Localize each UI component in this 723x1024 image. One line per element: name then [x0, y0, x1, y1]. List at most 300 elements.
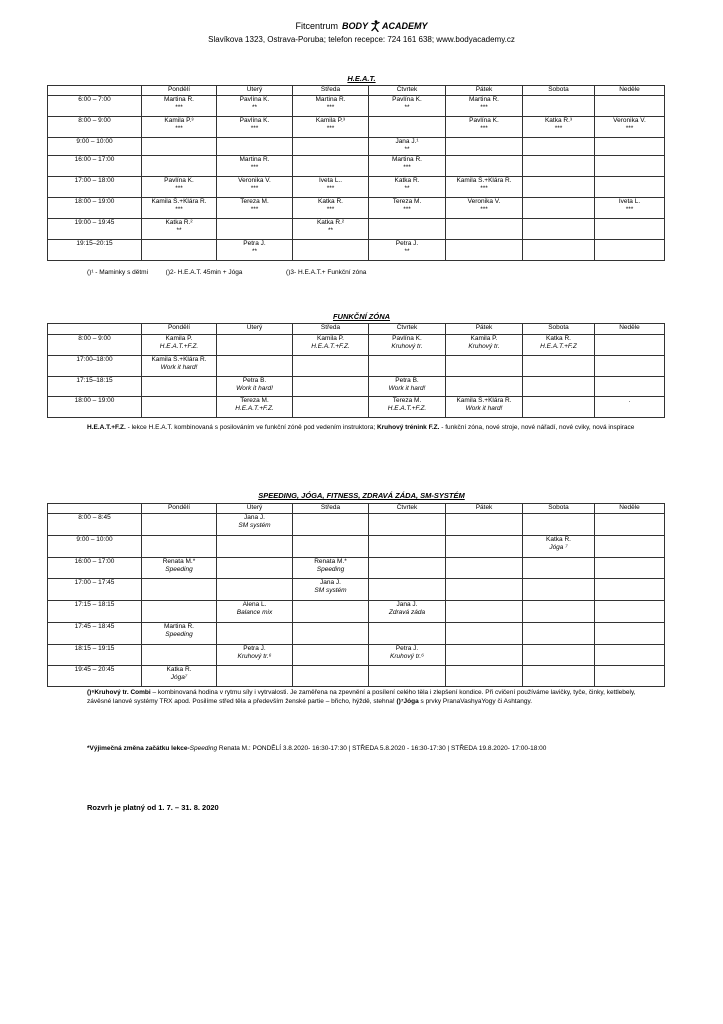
class-detail: ** — [251, 103, 258, 111]
class-cell — [142, 666, 217, 687]
class-cell — [595, 177, 665, 198]
time-cell: 17:00–18:00 — [48, 356, 142, 377]
heat-title: H.E.A.T. — [347, 74, 376, 83]
time-cell: 9:00 – 10:00 — [48, 138, 142, 156]
instructor-name: Katka R. — [546, 335, 571, 342]
class-detail: H.E.A.T.+F.Z. — [235, 404, 274, 412]
day-header: Pátek — [446, 86, 523, 96]
time-cell: 8:00 – 9:00 — [48, 117, 142, 138]
class-cell — [217, 96, 293, 117]
day-header: Sobota — [523, 324, 595, 335]
class-detail: Speeding — [165, 565, 193, 573]
sp-change-bold: *Výjimečná změna začátku lekce- — [87, 745, 190, 752]
class-cell — [369, 666, 446, 687]
class-cell — [446, 623, 523, 645]
table-row — [48, 623, 665, 645]
table-row — [48, 377, 665, 397]
class-detail: ** — [404, 247, 410, 255]
instructor-name: Kamila Š.+Klára R. — [456, 177, 512, 184]
class-cell — [217, 536, 293, 558]
class-detail: *** — [250, 124, 259, 132]
class-cell — [446, 666, 523, 687]
class-cell — [523, 198, 595, 219]
class-cell — [523, 623, 595, 645]
class-cell — [595, 219, 665, 240]
class-cell — [446, 198, 523, 219]
fz-note-bold-1: H.E.A.T.+F.Z. — [87, 424, 126, 431]
class-cell — [446, 536, 523, 558]
table-row — [48, 219, 665, 240]
class-cell — [217, 377, 293, 397]
instructor-name: Kamila P. — [317, 335, 344, 342]
class-detail: *** — [175, 184, 183, 192]
class-cell — [446, 240, 523, 261]
fz-note-text-2: - funkční zóna, nové stroje, nové nářadí, nové cviky, nová inspirace — [441, 424, 635, 431]
class-cell — [293, 579, 369, 601]
time-cell: 16:00 – 17:00 — [48, 156, 142, 177]
class-detail: ** — [176, 226, 182, 234]
class-detail: *** — [403, 205, 411, 213]
class-cell — [369, 156, 446, 177]
class-cell — [293, 198, 369, 219]
instructor-name: Martina R. — [392, 156, 422, 163]
fz-title: FUNKČNÍ ZÓNA — [332, 312, 391, 321]
instructor-name: Katka R.³ — [544, 117, 573, 124]
instructor-name: Jana J.¹ — [395, 138, 419, 145]
class-cell — [217, 219, 293, 240]
table-row — [48, 240, 665, 261]
class-cell — [595, 601, 665, 623]
table-row — [48, 579, 665, 601]
class-cell — [523, 536, 595, 558]
class-detail: *** — [625, 205, 634, 213]
day-header: Úterý — [217, 324, 293, 335]
header-title-line — [0, 20, 723, 32]
class-detail: *** — [326, 205, 335, 213]
time-cell: 9:00 – 10:00 — [48, 536, 142, 558]
class-cell — [595, 96, 665, 117]
class-cell — [523, 117, 595, 138]
class-cell — [293, 177, 369, 198]
class-cell — [446, 645, 523, 666]
class-detail: *** — [480, 184, 488, 192]
time-cell: 19:45 – 20:45 — [48, 666, 142, 687]
day-header: Neděle — [595, 504, 665, 514]
class-detail: H.E.A.T.+F.Z — [540, 342, 577, 350]
class-cell — [142, 623, 217, 645]
time-cell: 16:00 – 17:00 — [48, 558, 142, 579]
class-detail: ** — [327, 226, 334, 234]
instructor-name: Pavlína K. — [392, 335, 422, 342]
day-header: Neděle — [595, 324, 665, 335]
class-cell — [369, 536, 446, 558]
day-header: Pátek — [446, 504, 523, 514]
class-cell — [595, 397, 665, 418]
class-cell — [293, 96, 369, 117]
instructor-name: Petra J. — [395, 240, 419, 247]
class-cell — [217, 177, 293, 198]
time-cell: 18:00 – 19:00 — [48, 198, 142, 219]
class-cell — [369, 138, 446, 156]
class-detail: ** — [404, 184, 410, 192]
class-cell — [446, 156, 523, 177]
instructor-name: Kamila Š.+Klára R. — [456, 397, 512, 404]
fz-note-bold-2: Kruhový trénink F.Z. — [376, 424, 440, 431]
class-cell — [369, 117, 446, 138]
day-header: Neděle — [595, 86, 665, 96]
class-detail: Speeding — [316, 565, 345, 573]
table-row — [48, 536, 665, 558]
header-row — [48, 324, 665, 335]
class-cell — [369, 96, 446, 117]
class-cell — [446, 96, 523, 117]
instructor-name: Iveta L. — [618, 198, 641, 205]
class-detail: Zdravá záda — [388, 608, 426, 616]
class-cell — [142, 117, 217, 138]
class-cell — [446, 579, 523, 601]
instructor-name: Veronika V. — [613, 117, 646, 124]
instructor-name: Veronika V. — [467, 198, 501, 205]
instructor-name: Alena L. — [242, 601, 267, 608]
class-cell — [293, 335, 369, 356]
class-cell — [523, 219, 595, 240]
class-cell — [595, 335, 665, 356]
class-cell — [217, 623, 293, 645]
class-cell — [293, 601, 369, 623]
class-cell — [142, 514, 217, 536]
fz-table — [47, 323, 665, 418]
table-row — [48, 117, 665, 138]
header-row — [48, 86, 665, 96]
class-detail: Kruhový tr.⁶ — [237, 652, 272, 660]
instructor-name: Tereza M. — [392, 397, 422, 404]
class-cell — [293, 377, 369, 397]
class-cell — [595, 138, 665, 156]
class-cell — [523, 156, 595, 177]
class-cell — [142, 335, 217, 356]
class-detail: Speeding — [165, 630, 193, 638]
day-header: Pondělí — [142, 324, 217, 335]
day-header: Pátek — [446, 324, 523, 335]
class-cell — [595, 623, 665, 645]
instructor-name: Jana J. — [244, 514, 265, 521]
class-cell — [446, 138, 523, 156]
time-cell: 18:00 – 19:00 — [48, 397, 142, 418]
class-cell — [595, 645, 665, 666]
instructor-name: Katka R. — [166, 666, 192, 673]
class-cell — [446, 117, 523, 138]
corner-cell — [48, 86, 142, 96]
class-cell — [142, 601, 217, 623]
table-row — [48, 156, 665, 177]
class-cell — [217, 117, 293, 138]
instructor-name: Martina R. — [164, 623, 194, 630]
class-detail: *** — [403, 163, 411, 171]
instructor-name: Pavlína K. — [469, 117, 499, 124]
class-cell — [293, 219, 369, 240]
instructor-name: Katka R. — [318, 198, 343, 205]
sp-title: SPEEDING, JÓGA, FITNESS, ZDRAVÁ ZÁDA, SM-SYSTÉM — [258, 491, 465, 500]
instructor-name: Petra B. — [242, 377, 267, 384]
heat-legend-2: ()2- H.E.A.T. 45min + Jóga — [165, 269, 243, 276]
table-row — [48, 198, 665, 219]
corner-cell — [48, 324, 142, 335]
time-cell: 8:00 – 9:00 — [48, 335, 142, 356]
class-cell — [446, 377, 523, 397]
instructor-name: Pavlína K. — [239, 117, 270, 124]
class-cell — [217, 601, 293, 623]
class-detail: *** — [326, 124, 335, 132]
header-address: Slavíkova 1323, Ostrava-Poruba; telefon recepce: 724 161 638; www.bodyacademy.cz — [208, 35, 515, 44]
class-detail: *** — [480, 205, 488, 213]
time-cell: 17:00 – 17:45 — [48, 579, 142, 601]
class-cell — [523, 645, 595, 666]
heat-legend-1: ()¹ - Maminky s dětmi — [87, 269, 149, 276]
class-cell — [369, 177, 446, 198]
class-cell — [142, 397, 217, 418]
header-row — [48, 504, 665, 514]
class-detail: SM systém — [314, 586, 347, 594]
instructor-name: Kamila P. — [165, 335, 193, 342]
day-header: Sobota — [523, 504, 595, 514]
class-cell — [142, 579, 217, 601]
corner-cell — [48, 504, 142, 514]
class-cell — [369, 377, 446, 397]
instructor-name: Renata M.* — [162, 558, 196, 565]
class-detail: ** — [404, 103, 410, 111]
instructor-name: Renata M.* — [314, 558, 347, 565]
day-header: Sobota — [523, 86, 595, 96]
instructor-name: Jana J. — [320, 579, 341, 586]
class-cell — [293, 240, 369, 261]
class-cell — [523, 96, 595, 117]
class-detail: Kruhový tr. — [468, 342, 500, 350]
class-cell — [217, 579, 293, 601]
sp-note-bold-1: ()⁶Kruhový tr. Combi — [87, 689, 151, 696]
day-header: Pondělí — [142, 504, 217, 514]
heat-legend — [87, 268, 647, 277]
class-detail: ** — [404, 145, 410, 153]
class-detail: Work it hard! — [388, 384, 426, 392]
day-header: Čtvrtek — [369, 324, 446, 335]
class-detail: Work it hard! — [465, 404, 503, 412]
class-cell — [293, 666, 369, 687]
header-center-label: Fitcentrum — [295, 21, 338, 31]
class-detail: *** — [175, 103, 183, 111]
class-cell — [217, 397, 293, 418]
table-row — [48, 645, 665, 666]
class-cell — [142, 96, 217, 117]
class-cell — [523, 138, 595, 156]
instructor-name: Tereza M. — [240, 397, 269, 404]
day-header: Pondělí — [142, 86, 217, 96]
validity-note: Rozvrh je platný od 1. 7. – 31. 8. 2020 — [87, 803, 219, 812]
sp-change-note — [87, 744, 667, 753]
class-cell — [217, 138, 293, 156]
class-detail: *** — [554, 124, 563, 132]
class-cell — [293, 397, 369, 418]
class-cell — [369, 335, 446, 356]
table-row — [48, 558, 665, 579]
class-cell — [142, 240, 217, 261]
table-row — [48, 96, 665, 117]
instructor-name: Kamila P.³ — [164, 117, 194, 124]
instructor-name: Martina R. — [164, 96, 194, 103]
class-cell — [595, 356, 665, 377]
time-cell: 19:00 – 19:45 — [48, 219, 142, 240]
table-row — [48, 335, 665, 356]
class-cell — [369, 645, 446, 666]
class-cell — [523, 177, 595, 198]
class-cell — [595, 377, 665, 397]
instructor-name: Pavlína K. — [239, 96, 270, 103]
class-detail: Balance mix — [236, 608, 273, 616]
class-cell — [142, 177, 217, 198]
class-detail: *** — [250, 163, 259, 171]
logo-text-left: BODY — [341, 21, 368, 31]
class-cell — [293, 138, 369, 156]
table-row — [48, 666, 665, 687]
class-cell — [293, 156, 369, 177]
time-cell: 19:15–20:15 — [48, 240, 142, 261]
class-cell — [523, 240, 595, 261]
sp-note — [87, 688, 652, 706]
sp-note-text-2: s prvky PranaVashyaYogy či Ashtangy. — [418, 698, 533, 705]
class-cell — [595, 156, 665, 177]
instructor-name: Petra B. — [395, 377, 419, 384]
class-cell — [142, 219, 217, 240]
class-detail: H.E.A.T.+F.Z. — [311, 342, 350, 350]
class-detail: *** — [250, 205, 259, 213]
class-detail: *** — [480, 124, 488, 132]
class-cell — [523, 514, 595, 536]
table-row — [48, 514, 665, 536]
class-detail: H.E.A.T.+F.Z. — [387, 404, 427, 412]
class-cell — [369, 198, 446, 219]
class-cell — [446, 558, 523, 579]
instructor-name: Katka R. — [546, 536, 571, 543]
heat-table — [47, 85, 665, 261]
time-cell: 8:00 – 8:45 — [48, 514, 142, 536]
sp-note-text-1: – kombinovaná hodina v rytmu síly i vytrvalosti. Je zaměřena na zpevnění a posílení celého těla i zlepšení kondice. Při cvičení používáme lavičky, tyče, činky, kettlebely, závěsné lanové systémy TRX apod. Posilíme střed těla a především ženské partie – břicho, hýždě, stehna! — [87, 689, 636, 705]
time-cell: 17:00 – 18:00 — [48, 177, 142, 198]
class-cell — [523, 601, 595, 623]
table-row — [48, 177, 665, 198]
class-cell — [446, 219, 523, 240]
class-detail: Kruhový tr.⁶ — [390, 652, 424, 660]
day-header: Čtvrtek — [369, 86, 446, 96]
instructor-name: Veronika V. — [238, 177, 271, 184]
table-row — [48, 397, 665, 418]
class-cell — [142, 536, 217, 558]
class-cell — [217, 356, 293, 377]
instructor-name: Tereza M. — [392, 198, 422, 205]
instructor-name: Martina R. — [239, 156, 270, 163]
class-cell — [217, 514, 293, 536]
class-cell — [142, 377, 217, 397]
instructor-name: Iveta L.. — [318, 177, 343, 184]
instructor-name: Petra J. — [243, 645, 266, 652]
day-header: Čtvrtek — [369, 504, 446, 514]
day-header: Středa — [293, 504, 369, 514]
class-cell — [446, 397, 523, 418]
class-cell — [217, 558, 293, 579]
class-cell — [369, 356, 446, 377]
class-cell — [523, 356, 595, 377]
class-detail: ** — [251, 247, 258, 255]
instructor-name: Kamila P.³ — [315, 117, 346, 124]
class-cell — [293, 356, 369, 377]
time-cell: 6:00 – 7:00 — [48, 96, 142, 117]
instructor-name: . — [628, 397, 631, 404]
class-cell — [217, 645, 293, 666]
class-cell — [142, 138, 217, 156]
fz-note — [87, 423, 647, 432]
class-cell — [293, 645, 369, 666]
class-cell — [595, 117, 665, 138]
class-cell — [293, 117, 369, 138]
class-cell — [217, 156, 293, 177]
class-detail: Kruhový tr. — [391, 342, 423, 350]
instructor-name: Katka R. — [394, 177, 420, 184]
day-header: Středa — [293, 86, 369, 96]
class-detail: Work it hard! — [160, 363, 198, 371]
class-detail: SM systém — [238, 521, 271, 529]
class-cell — [595, 240, 665, 261]
class-cell — [523, 397, 595, 418]
instructor-name: Tereza M. — [240, 198, 269, 205]
time-cell: 18:15 – 19:15 — [48, 645, 142, 666]
class-cell — [142, 356, 217, 377]
sp-note-bold-2: ()⁷Jóga — [396, 698, 419, 705]
time-cell: 17:45 – 18:45 — [48, 623, 142, 645]
logo-text-right: ACADEMY — [382, 21, 428, 31]
table-row — [48, 601, 665, 623]
table-row — [48, 138, 665, 156]
day-header: Středa — [293, 324, 369, 335]
page-header — [0, 20, 723, 46]
class-cell — [217, 335, 293, 356]
class-cell — [369, 514, 446, 536]
class-detail: *** — [175, 124, 183, 132]
class-cell — [293, 623, 369, 645]
class-cell — [446, 335, 523, 356]
time-cell: 17:15 – 18:15 — [48, 601, 142, 623]
class-detail: *** — [480, 103, 488, 111]
class-cell — [142, 645, 217, 666]
class-cell — [217, 198, 293, 219]
table-row — [48, 356, 665, 377]
instructor-name: Pavlína K. — [164, 177, 194, 184]
instructor-name: Kamila Š.+Klára R. — [151, 198, 207, 205]
class-detail: *** — [250, 184, 259, 192]
class-cell — [595, 536, 665, 558]
class-detail: *** — [326, 103, 335, 111]
class-cell — [142, 198, 217, 219]
time-cell: 17:15–18:15 — [48, 377, 142, 397]
class-detail: Jóga⁷ — [170, 673, 188, 681]
class-cell — [595, 558, 665, 579]
instructor-name: Kamila P. — [470, 335, 498, 342]
class-detail: *** — [326, 184, 335, 192]
day-header: Úterý — [217, 86, 293, 96]
class-cell — [595, 579, 665, 601]
class-cell — [369, 397, 446, 418]
day-header: Úterý — [217, 504, 293, 514]
instructor-name: Petra J. — [395, 645, 419, 652]
class-cell — [217, 666, 293, 687]
class-cell — [523, 666, 595, 687]
